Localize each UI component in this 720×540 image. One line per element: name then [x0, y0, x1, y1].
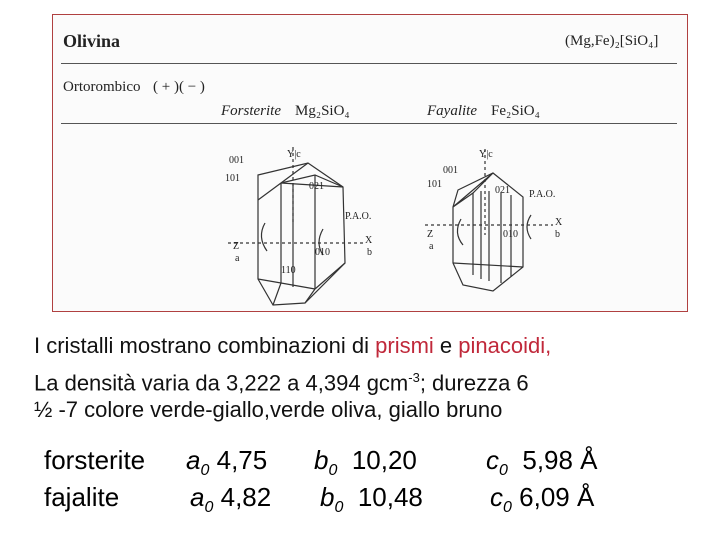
lattice-c-forsterite: $c_0$ 5,98 Å: [486, 445, 598, 480]
axis-label-y-c: Y|c: [287, 149, 301, 160]
face-label-110: 110: [281, 265, 296, 276]
axis-label-b: b: [555, 229, 560, 240]
face-label-001: 001: [229, 155, 244, 166]
description-line-2: [34, 365, 529, 396]
axis-label-z: Z: [233, 241, 240, 252]
forsterite-label: Forsterite: [221, 103, 281, 119]
fayalite-formula: Fe₂SiO₄: [491, 103, 540, 119]
desc-text: ; durezza 6: [419, 370, 529, 396]
desc-text: I cristalli mostrano combinazioni di: [34, 333, 376, 358]
mineral-formula: (Mg,Fe)₂[SiO₄]: [565, 33, 659, 49]
scanned-figure: [52, 14, 688, 312]
description-line-3: ½ -7 colore verde-giallo,verde oliva, giallo bruno: [34, 397, 503, 422]
lattice-b-fajalite: $b_0$ 10,48: [320, 482, 423, 517]
axis-label-z: Z: [427, 229, 434, 240]
face-label-101: 101: [225, 173, 240, 184]
axis-label-b: b: [367, 247, 372, 258]
optical-sign: ( + )( − ): [153, 79, 205, 95]
forsterite-crystal: [228, 147, 363, 305]
axis-label-x: X: [555, 217, 563, 228]
face-label-101: 101: [427, 179, 442, 190]
mineral-name: fajalite: [44, 482, 120, 512]
axis-label-a: a: [235, 253, 240, 264]
desc-superscript: -3: [408, 370, 420, 385]
fayalite-label: Fayalite: [427, 103, 477, 119]
axis-label-x: X: [365, 235, 373, 246]
forsterite-formula: Mg₂SiO₄: [295, 103, 350, 119]
face-label-001: 001: [443, 165, 458, 176]
highlight-prismi: prismi: [375, 333, 434, 358]
mineral-title: Olivina: [63, 31, 121, 51]
lattice-row-forsterite: [44, 445, 145, 475]
lattice-row-fajalite: [44, 482, 119, 512]
description-line-1: [34, 333, 551, 359]
desc-text: La densità varia da 3,222 a 4,394 gcm: [34, 370, 409, 396]
face-label-010: 010: [503, 229, 518, 240]
pao-label: P.A.O.: [529, 189, 556, 200]
lattice-c-fajalite: $c_0$ 6,09 Å: [490, 482, 595, 517]
lattice-a-forsterite: $a_0$ 4,75: [186, 445, 268, 480]
axis-label-a: a: [429, 241, 434, 252]
axis-label-y-c: Y|c: [479, 149, 493, 160]
face-label-021: 021: [309, 181, 324, 192]
lattice-a-fajalite: $a_0$ 4,82: [190, 482, 272, 517]
highlight-pinacoidi: pinacoidi,: [458, 333, 552, 358]
crystal-system: Ortorombico: [63, 79, 141, 95]
face-label-010: 010: [315, 247, 330, 258]
crystal-diagrams: [53, 15, 687, 311]
mineral-name: forsterite: [44, 445, 146, 475]
desc-text: e: [433, 333, 459, 358]
lattice-b-forsterite: $b_0$ 10,20: [314, 445, 417, 480]
face-label-021: 021: [495, 185, 510, 196]
pao-label: P.A.O.: [345, 211, 372, 222]
